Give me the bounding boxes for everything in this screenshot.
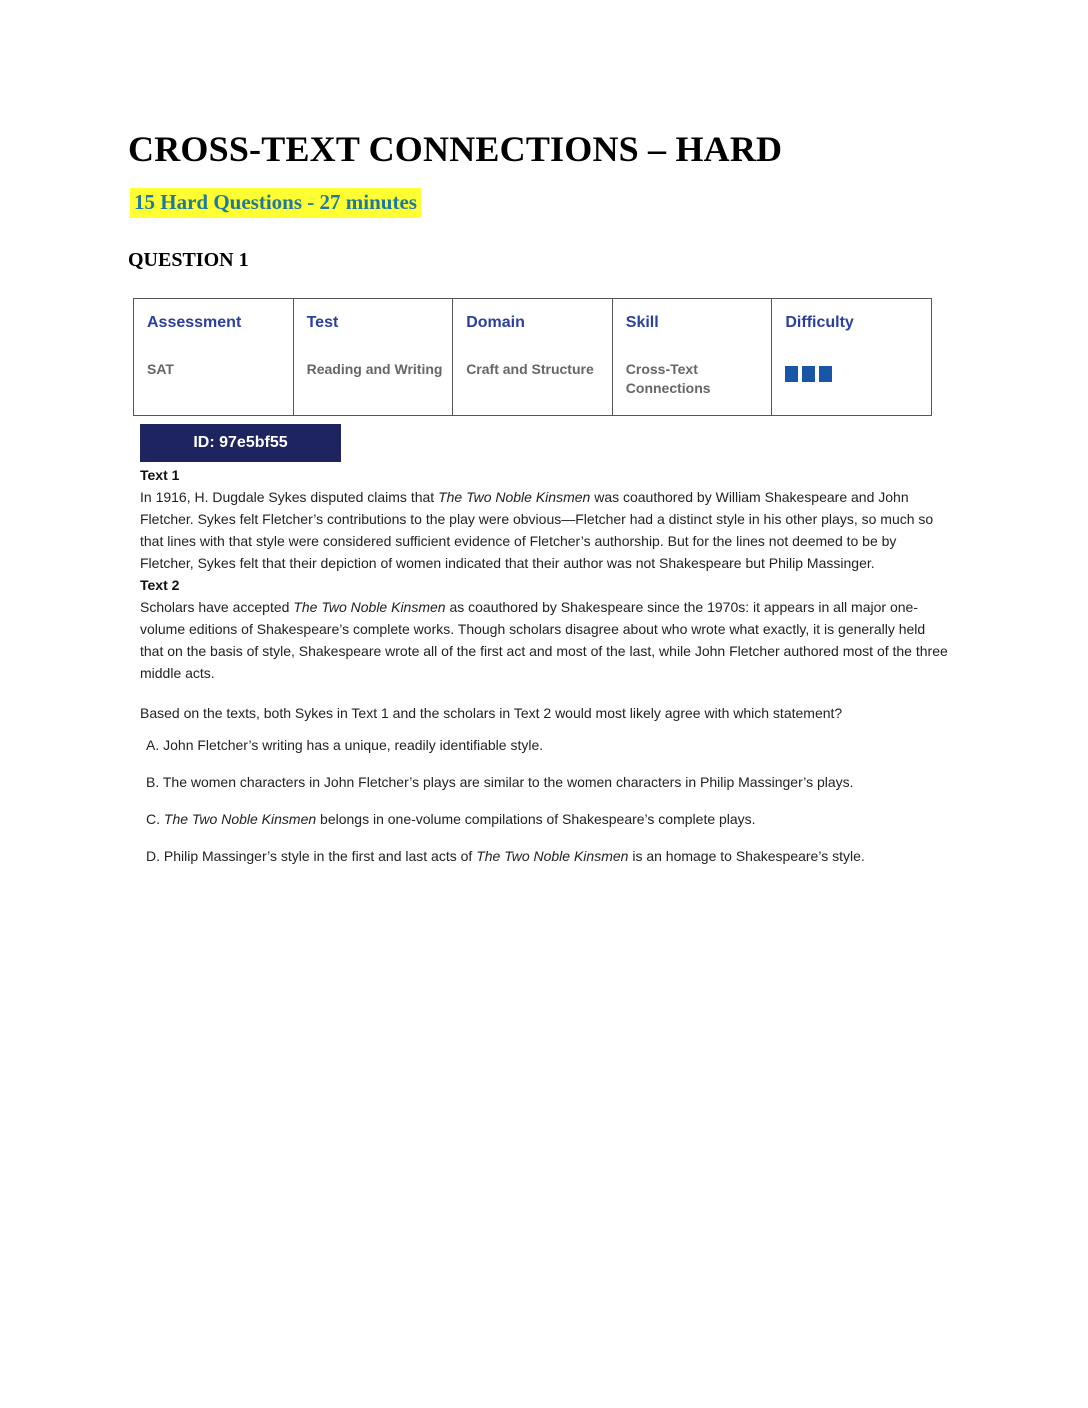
assessment-header: Assessment — [147, 314, 242, 331]
difficulty-column — [771, 299, 931, 415]
question-metadata-table — [133, 298, 932, 416]
option-d-before: D. Philip Massinger’s style in the first and last acts of — [146, 848, 477, 864]
text1-passage — [140, 486, 948, 574]
option-c-play-title: The Two Noble Kinsmen — [163, 811, 317, 827]
text2-passage — [140, 596, 948, 684]
difficulty-bar — [819, 366, 832, 382]
text2-before: Scholars have accepted — [140, 599, 294, 615]
answer-option-d[interactable] — [146, 845, 948, 867]
answer-options — [140, 734, 948, 867]
text1-play-title: The Two Noble Kinsmen — [438, 489, 591, 505]
difficulty-bar — [785, 366, 798, 382]
option-c-text: belongs in one-volume compilations of Shakespeare’s complete plays. — [316, 811, 756, 827]
text2-after: as coauthored by Shakespeare since the 1970s: it appears in all major one-volume editions of Shakespeare’s complete works. Though scholars disagree about who wrote what exactly, it is generally held that on the basis of style, Shakespeare wrote all of the first act and most of the last, while John Fletcher authored most of the three middle acts. — [140, 599, 948, 681]
domain-value: Craft and Structure — [466, 361, 594, 377]
text1-after: was coauthored by William Shakespeare and John Fletcher. Sykes felt Fletcher’s contributions to the play were obvious—Fletcher had a distinct style in his other plays, so much so that lines with that style were considered sufficient evidence of Fletcher’s authorship. But for the lines not deemed to be by Fletcher, Sykes felt that their depiction of women indicated that their author was not Shakespeare but Philip Massinger. — [140, 489, 934, 571]
answer-option-c[interactable] — [146, 808, 948, 830]
test-value: Reading and Writing — [306, 361, 443, 377]
assessment-column — [134, 299, 293, 415]
option-d-after: is an homage to Shakespeare’s style. — [628, 848, 865, 864]
difficulty-indicator — [785, 366, 931, 382]
skill-header: Skill — [625, 314, 659, 331]
question-stem: Based on the texts, both Sykes in Text 1 and the scholars in Text 2 would most likely agree with which statement? — [140, 705, 843, 721]
answer-option-b[interactable]: B. The women characters in John Fletcher’s plays are similar to the women characters in Philip Massinger’s plays. — [146, 774, 854, 790]
highlighted-subtitle: 15 Hard Questions - 27 minutes — [130, 188, 421, 218]
text2-heading: Text 2 — [140, 577, 180, 593]
option-c-prefix: C. — [146, 811, 164, 827]
skill-value: Cross-Text Connections — [625, 361, 711, 396]
page-title: CROSS-TEXT CONNECTIONS – HARD — [128, 129, 783, 169]
test-header: Test — [306, 314, 339, 331]
test-column — [293, 299, 453, 415]
domain-header: Domain — [466, 314, 525, 331]
text2-play-title: The Two Noble Kinsmen — [293, 599, 446, 615]
answer-option-a[interactable]: A. John Fletcher’s writing has a unique, readily identifiable style. — [146, 737, 544, 753]
difficulty-bar — [802, 366, 815, 382]
skill-column — [612, 299, 772, 415]
question-content — [140, 464, 948, 882]
text1-before: In 1916, H. Dugdale Sykes disputed claims that — [140, 489, 439, 505]
question-id-badge: ID: 97e5bf55 — [140, 424, 341, 462]
option-d-play-title: The Two Noble Kinsmen — [476, 848, 629, 864]
assessment-value: SAT — [147, 361, 174, 377]
domain-column — [452, 299, 612, 415]
question-number: QUESTION 1 — [128, 249, 249, 271]
text1-heading: Text 1 — [140, 467, 180, 483]
difficulty-header: Difficulty — [785, 314, 854, 331]
